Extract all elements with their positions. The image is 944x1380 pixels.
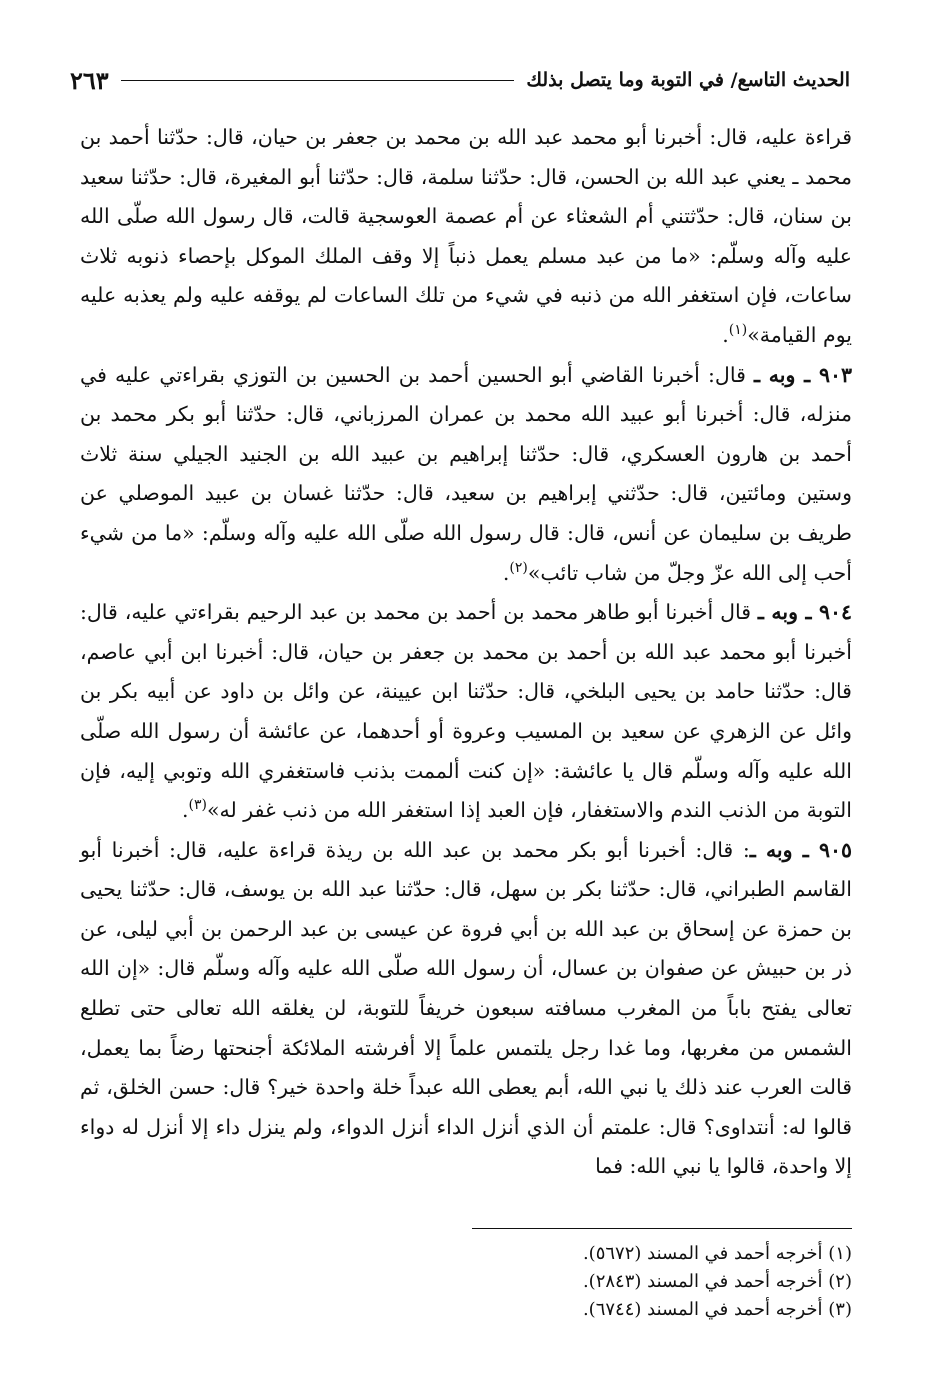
paragraph-text: قال أخبرنا أبو طاهر محمد بن أحمد بن محمد بن عبد الرحيم بقراءتي عليه، قال: أخبرنا أبو محمد عبد الله بن أحمد بن محمد بن جعفر بن حيان، قال: أخبرنا ابن أبي عاصم، قال: حدّثنا حامد بن يحيى البلخي، قال: حدّثنا ابن عيينة، عن وائل بن داود عن أبيه بكر بن وائل عن الزهري عن سعيد بن المسيب وعروة أو أحدهما، عن عائشة أن رسول الله صلّى الله عليه وآله وسلّم قال يا عائشة: «إن كنت ألممت بذنب فاستغفري الله وتوبي إليه، فإن التوبة من الذنب الندم والاستغفار، فإن العبد إذا استغفر الله من ذنب غفر له» [80, 600, 852, 823]
hadith-number: ٩٠٥ ـ وبه ـ [749, 837, 852, 862]
paragraph-end: . [502, 560, 510, 585]
paragraph-end: . [722, 322, 729, 347]
paragraph-continuation [80, 118, 852, 356]
page-number: ٢٦٣ [70, 65, 109, 95]
footnote-ref-2: (٢) [509, 559, 528, 576]
footnote-3: (٣) أخرجه أحمد في المسند (٦٧٤٤). [582, 1299, 852, 1320]
hadith-number: ٩٠٤ ـ وبه ـ [757, 600, 852, 625]
footnote-ref-3: (٣) [188, 797, 208, 814]
footnote-divider [472, 1228, 852, 1229]
header-rule [121, 80, 515, 81]
paragraph-hadith-904 [80, 593, 852, 831]
hadith-number: ٩٠٣ ـ وبه ـ [754, 362, 852, 387]
running-header [70, 58, 850, 102]
paragraph-text: : قال: أخبرنا أبو بكر محمد بن عبد الله بن ريذة قراءة عليه، قال: أخبرنا أبو القاسم الطبراني، قال: حدّثنا بكر بن سهل، قال: حدّثنا عبد الله بن يوسف، قال: حدّثنا يحيى بن حمزة عن إسحاق بن عبد الله بن أبي فروة عن عيسى بن عبد الرحمن بن أبي ليلى، عن ذر بن حبيش عن صفوان بن عسال، أن رسول الله صلّى الله عليه وآله وسلّم قال: «إن الله تعالى يفتح باباً من المغرب مسافته سبعون خريفاً للتوبة، لن يغلقه الله تعالى حتى تطلع الشمس من مغربها، وما غدا رجل يلتمس علماً إلا أفرشته الملائكة أجنحتها رضاً بما يعمل، قالت العرب عند ذلك يا نبي الله، أبم يعطى الله عبداً خلة واحدة خير؟ قال: حسن الخلق، ثم قالوا له: أنتداوى؟ قال: علمتم أن الذي أنزل الداء أنزل الدواء، ولم ينزل داء إلا أنزل له دواء إلا واحدة، قالوا يا نبي الله: فما [80, 837, 852, 1179]
paragraph-hadith-903 [80, 356, 852, 594]
footnote-ref-1: (١) [728, 322, 748, 339]
paragraph-hadith-905 [80, 831, 852, 1187]
footnote-2: (٢) أخرجه أحمد في المسند (٢٨٤٣). [582, 1271, 852, 1292]
chapter-title: الحديث التاسع/ في التوبة وما يتصل بذلك [526, 69, 850, 91]
footnotes [252, 1240, 852, 1324]
main-text [80, 118, 852, 1187]
footnote-1: (١) أخرجه أحمد في المسند (٥٦٧٢). [582, 1243, 852, 1264]
paragraph-text: قال: أخبرنا القاضي أبو الحسين أحمد بن الحسين بن التوزي بقراءتي عليه في منزله، قال: أخبرنا أبو عبيد الله محمد بن عمران المرزباني، قال: حدّثنا أبو بكر محمد بن أحمد بن هارون العسكري، قال: حدّثنا إبراهيم بن عبيد الله بن الجنيد الجيلي سنة ثلاث وستين ومائتين، قال: حدّثني إبراهيم بن سعيد، قال: حدّثنا غسان بن عبيد الموصلي عن طريف بن سليمان عن أنس، قال: قال رسول الله صلّى الله عليه وآله وسلّم: «ما من شيء أحب إلى الله عزّ وجلّ من شاب تائب» [80, 362, 852, 585]
paragraph-text: قراءة عليه، قال: أخبرنا أبو محمد عبد الله بن محمد بن جعفر بن حيان، قال: حدّثنا أحمد بن محمد ـ يعني عبد الله بن الحسن، قال: حدّثنا سلمة، قال: حدّثنا أبو المغيرة، قال: حدّثنا سعيد بن سنان، قال: حدّثتني أم الشعثاء عن أم عصمة العوسجية قالت، قال رسول الله صلّى الله عليه وآله وسلّم: «ما من عبد مسلم يعمل ذنباً إلا وقف الملك الموكل بإحصاء ذنوبه ثلاث ساعات، فإن استغفر الله من ذنبه في شيء من تلك الساعات لم يوقفه عليه ولم يعذبه عليه يوم القيامة» [80, 125, 852, 347]
paragraph-end: . [182, 798, 189, 823]
